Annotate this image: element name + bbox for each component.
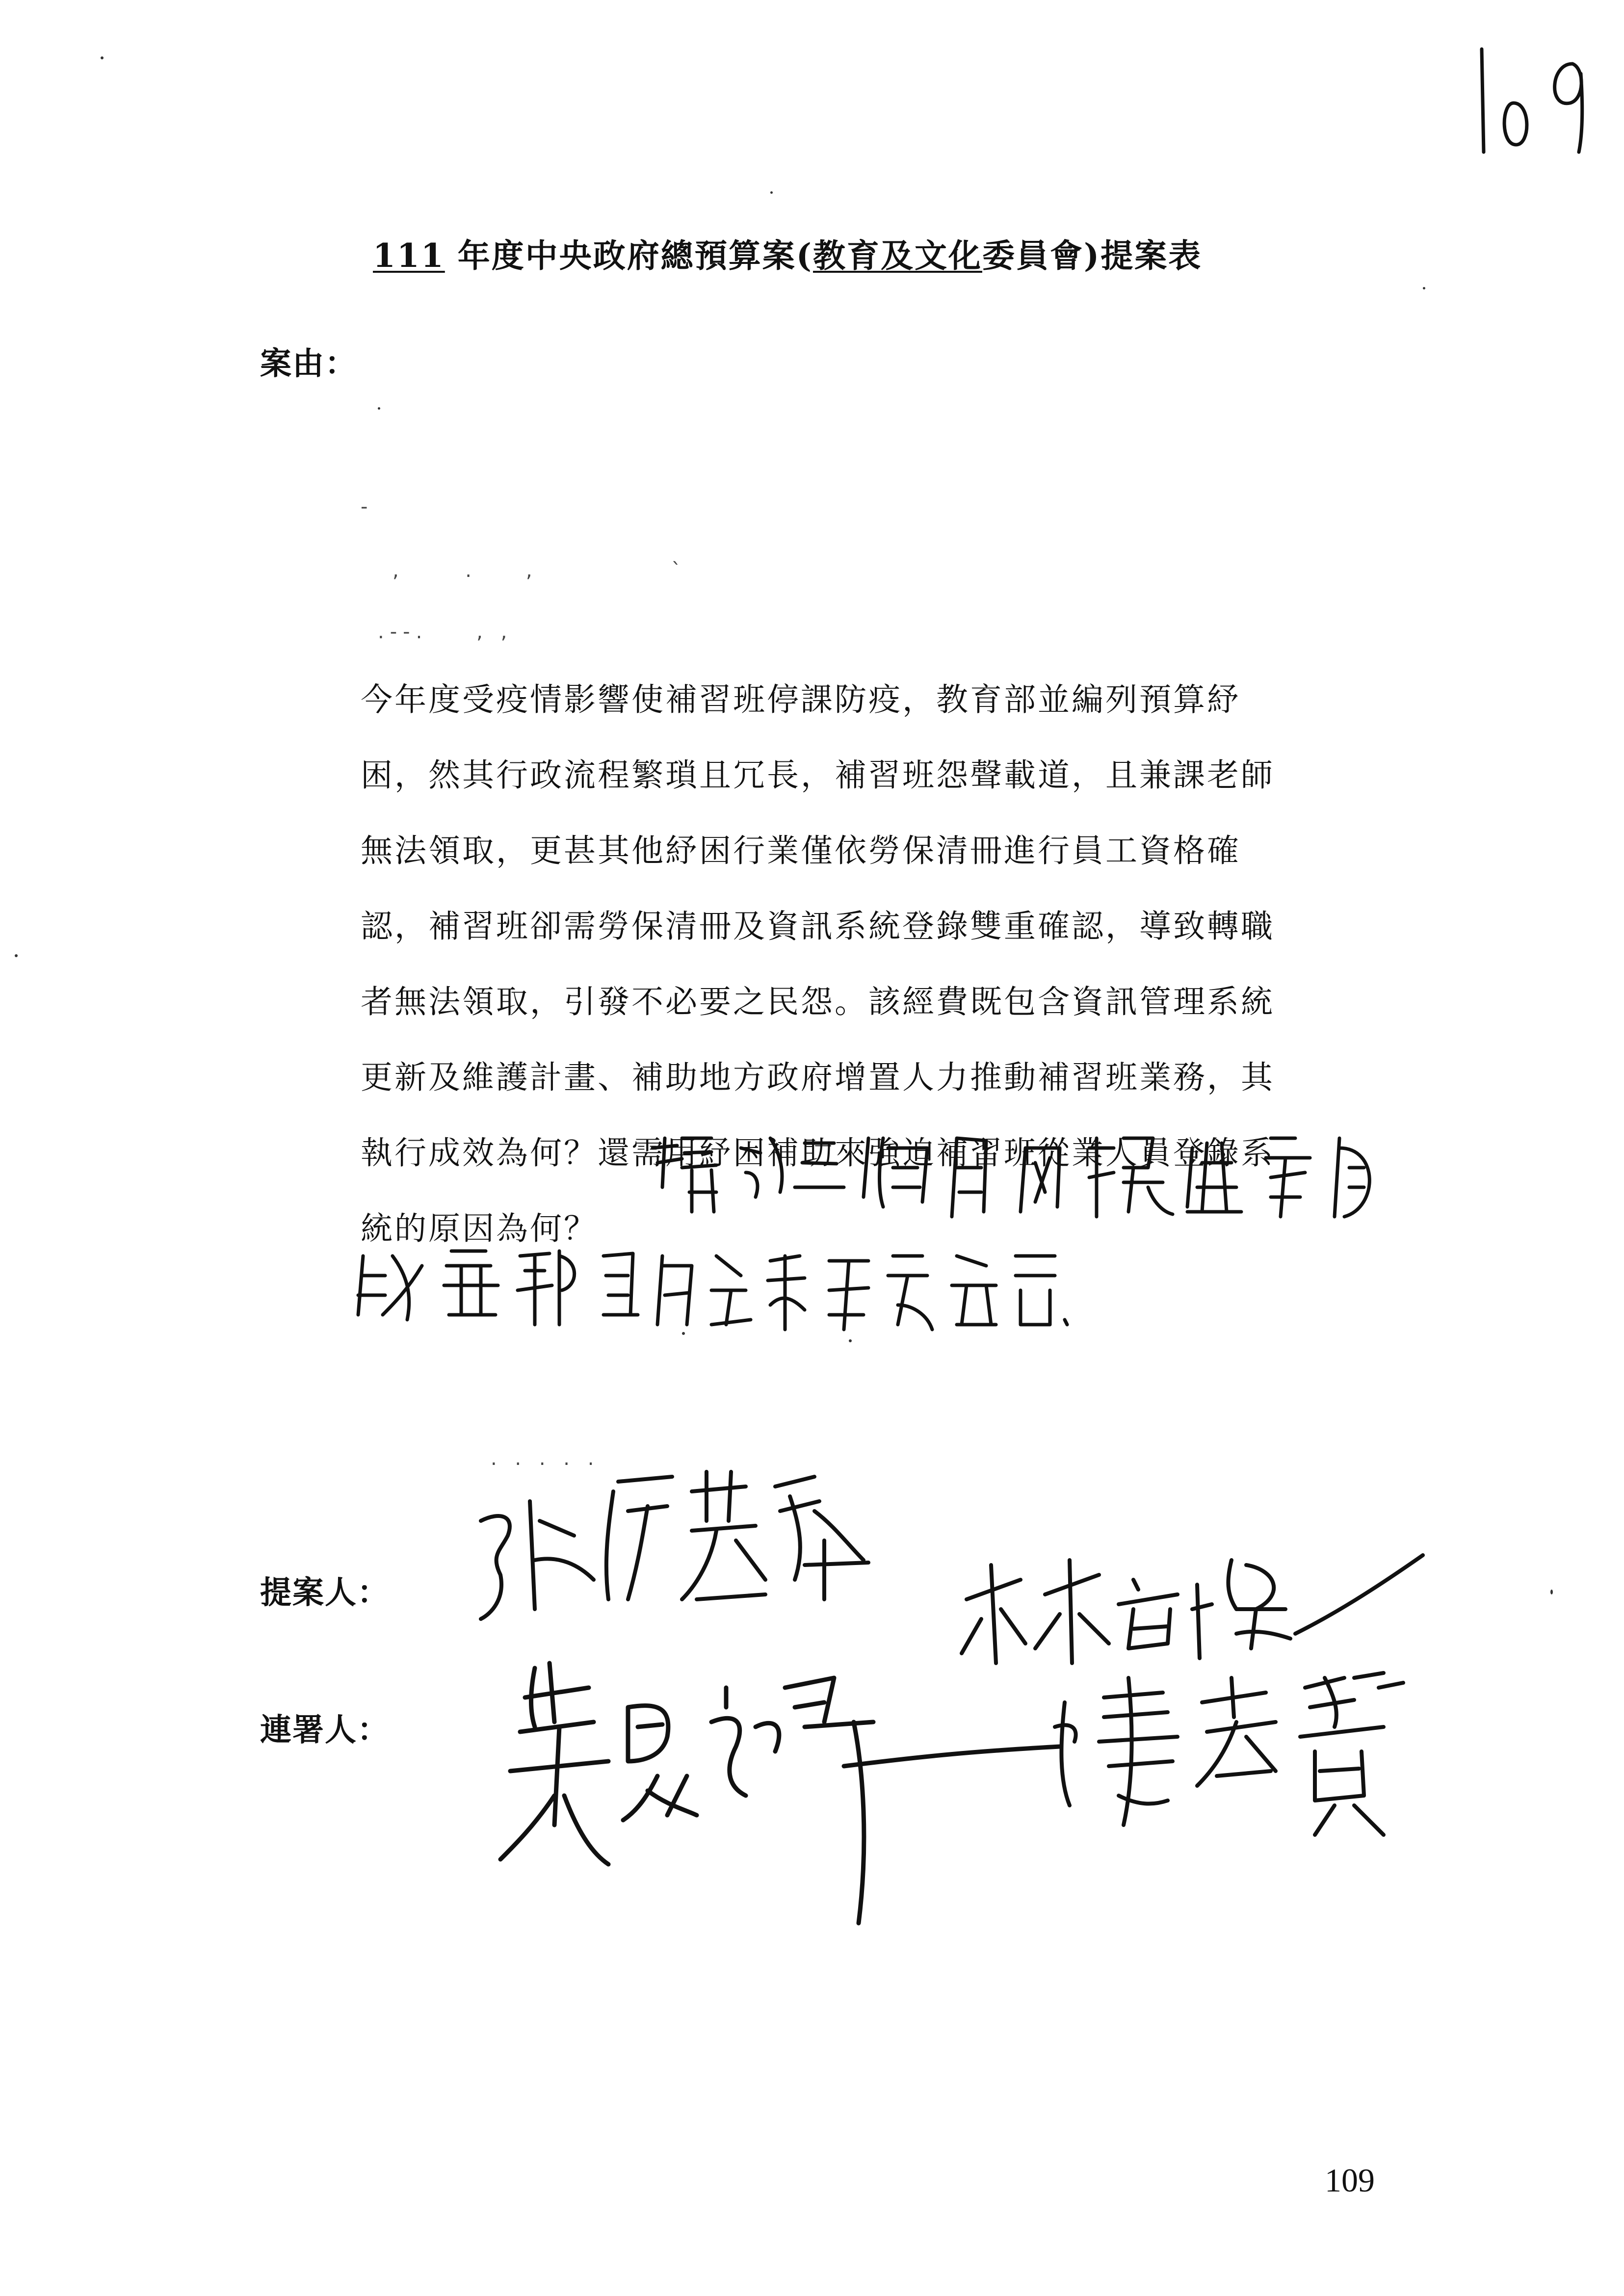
proposer-label: 提案人： [260, 1574, 390, 1611]
scan-speck [15, 954, 18, 957]
scan-ghost-mark: - [361, 496, 374, 518]
title-suffix: 委員會)提案表 [982, 236, 1203, 275]
reason-line: 無法領取，更甚其他紓困行業僅依勞保清冊進行員工資格確 [361, 833, 1241, 869]
scan-ghost-mark: , . , ` [393, 559, 687, 582]
scan-speck [101, 56, 104, 59]
scan-speck [770, 191, 773, 194]
handwritten-page-mark [1467, 29, 1604, 157]
reason-line: 更新及維護計畫、補助地方政府增置人力推動補習班業務，其 [361, 1059, 1275, 1096]
title-committee: 教育及文化 [813, 236, 982, 275]
cosigner-label: 連署人： [260, 1712, 390, 1748]
reason-line: 統的原因為何？ [361, 1210, 598, 1247]
scan-ghost-mark: . . . . . [491, 1447, 600, 1470]
document-title [373, 230, 1354, 276]
reason-line: 困，然其行政流程繁瑣且冗長，補習班怨聲載道，且兼課老師 [361, 757, 1275, 794]
scan-speck [1550, 1590, 1553, 1594]
title-prefix: 年度中央政府總預算案( [445, 236, 813, 275]
scan-speck [1423, 287, 1425, 289]
reason-label: 案由： [260, 345, 357, 382]
reason-line: 今年度受疫情影響使補習班停課防疫，教育部並編列預算紓 [361, 681, 1241, 718]
reason-line: 執行成效為何？還需用紓困補助來強迫補習班從業人員登錄系 [361, 1135, 1275, 1172]
handwritten-resolution [339, 1119, 1393, 1344]
signature-zhang-liao-wan-jian [461, 1452, 927, 1629]
reason-line: 者無法領取，引發不必要之民怨。該經費既包含資訊管理系統 [361, 984, 1275, 1020]
title-year: 111 [373, 236, 445, 275]
scan-ghost-mark: .--. , , [378, 621, 513, 643]
signature-chen-xiu-bao [1040, 1658, 1413, 1854]
scan-speck [378, 407, 380, 410]
page-number: 109 [1325, 2162, 1375, 2199]
reason-line: 認，補習班卻需勞保清冊及資訊系統登錄雙重確認，導致轉職 [361, 908, 1275, 945]
signature-wu-si-yao [481, 1648, 1070, 1933]
